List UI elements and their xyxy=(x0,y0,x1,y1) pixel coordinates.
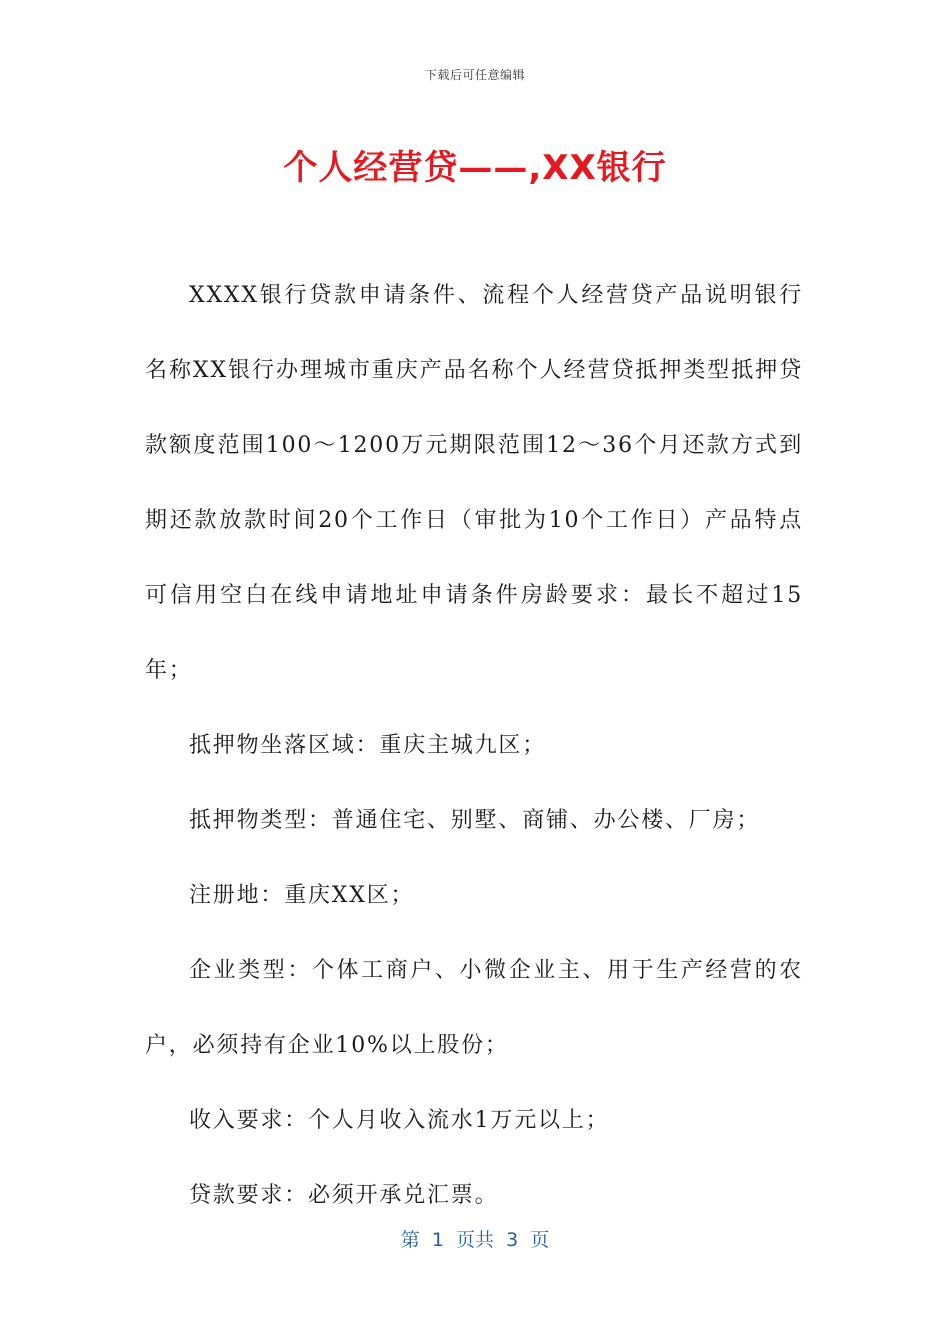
paragraph-registration: 注册地：重庆XX区； xyxy=(189,883,415,908)
paragraph-collateral-area: 抵押物坐落区域：重庆主城九区； xyxy=(189,733,547,758)
document-title: 个人经营贷——,XX银行 xyxy=(283,148,667,188)
paragraph-product-info: XXXX银行贷款申请条件、流程个人经营贷产品说明银行名称XX银行办理城市重庆产品名称个人经营贷抵押类型抵押贷款额度范围100～1200万元期限范围12～36个月还款方式到期还款放款时间20个工作日（审批为10个工作日）产品特点可信用空白在线申请地址申请条件房龄要求：最长不超过15年； xyxy=(145,283,803,683)
paragraph-income-requirement: 收入要求：个人月收入流水1万元以上； xyxy=(189,1108,610,1133)
paragraph-collateral-type: 抵押物类型：普通住宅、别墅、商铺、办公楼、厂房； xyxy=(189,808,761,833)
header-note: 下载后可任意编辑 xyxy=(424,68,525,82)
paragraph-enterprise-type: 企业类型：个体工商户、小微企业主、用于生产经营的农户，必须持有企业10%以上股份； xyxy=(145,958,803,1058)
page-footer: 第 1 页共 3 页 xyxy=(400,1229,550,1251)
paragraph-loan-requirement: 贷款要求：必须开承兑汇票。 xyxy=(189,1183,499,1208)
document-body xyxy=(145,258,803,1233)
